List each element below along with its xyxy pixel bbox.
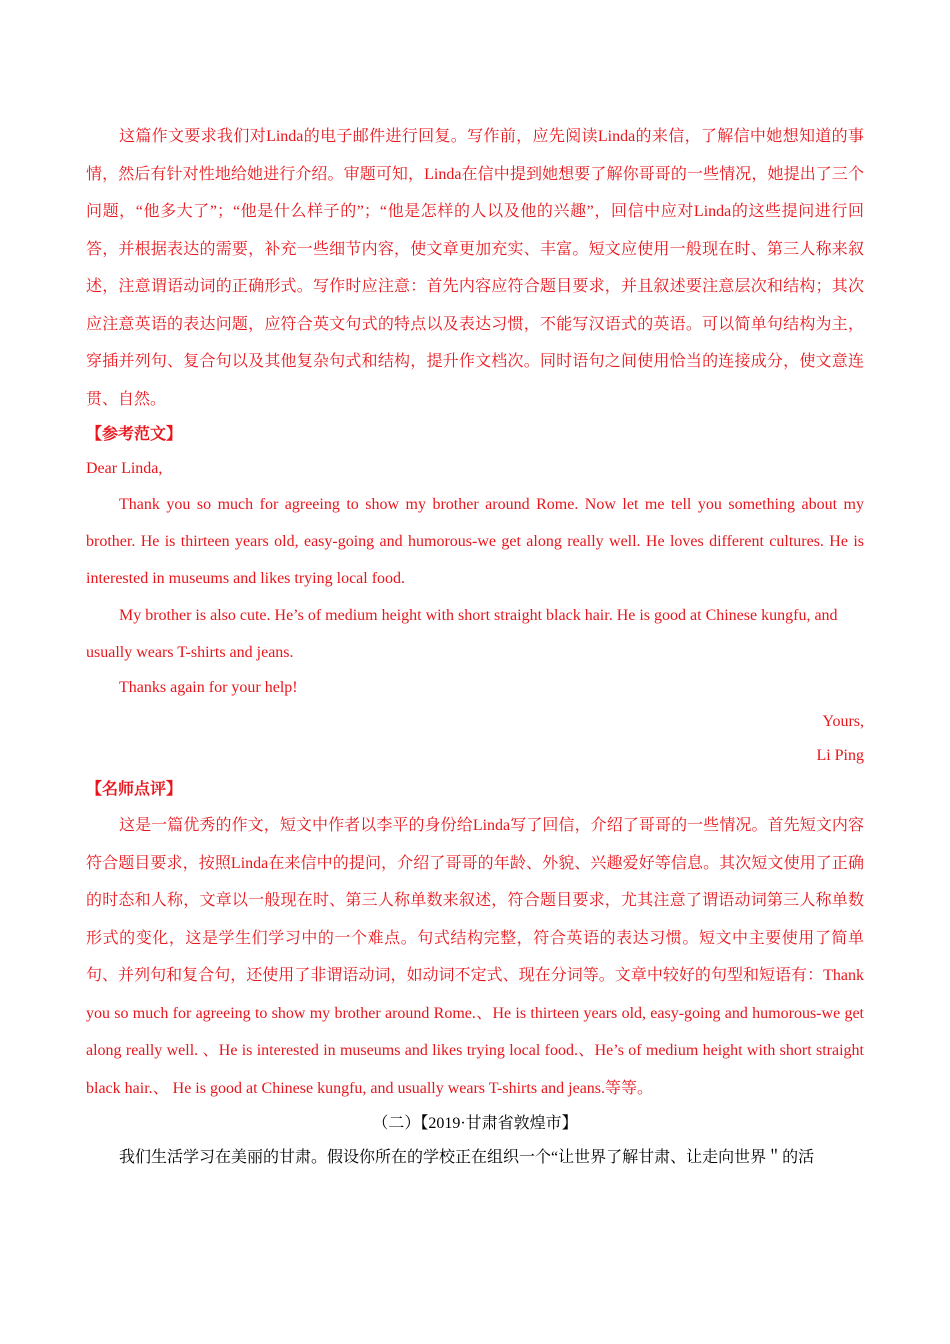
- sample-paragraph-2: My brother is also cute. He’s of medium height with short straight black hair. He is good at Chinese kungfu, and usually wears T-shirts and jeans.: [86, 607, 838, 661]
- sample-closing: Yours,: [822, 713, 864, 730]
- sample-salutation: Dear Linda,: [86, 460, 163, 477]
- next-section-title: （二）【2019·甘肃省敦煌市】: [372, 1115, 578, 1132]
- analysis-paragraph: 这篇作文要求我们对Linda的电子邮件进行回复。写作前，应先阅读Linda的来信，了解信中她想知道的事情，然后有针对性地给她进行介绍。审题可知，Linda在信中提到她想要了解你哥哥的一些情况，她提出了三个问题，“他多大了”；“他是什么样子的”；“他是怎样的人以及他的兴趣”，回信中应对Linda的这些提问进行回答，并根据表达的需要，补充一些细节内容，使文章更加充实、丰富。短文应使用一般现在时、第三人称来叙述，注意谓语动词的正确形式。写作时应注意：首先内容应符合题目要求，并且叙述要注意层次和结构；其次应注意英语的表达问题，应符合英文句式的特点以及表达习惯，不能写汉语式的英语。可以简单句结构为主，穿插并列句、复合句以及其他复杂句式和结构，提升作文档次。同时语句之间使用恰当的连接成分，使文意连贯、自然。: [86, 128, 864, 408]
- sample-paragraph-3: Thanks again for your help!: [119, 679, 298, 696]
- document-page: [86, 118, 864, 1175]
- sample-paragraph-1: Thank you so much for agreeing to show my brother around Rome. Now let me tell you something about my brother. He is thirteen years old, easy-going and humorous-we get along really well. He loves different cultures. He is interested in museums and likes trying local food.: [86, 496, 864, 587]
- review-heading: 【名师点评】: [86, 781, 183, 798]
- next-section-intro: 我们生活学习在美丽的甘肃。假设你所在的学校正在组织一个“让世界了解甘肃、让走向世界＂的活: [119, 1149, 815, 1166]
- review-paragraph: 这是一篇优秀的作文，短文中作者以李平的身份给Linda写了回信，介绍了哥哥的一些情况。首先短文内容符合题目要求，按照Linda在来信中的提问，介绍了哥哥的年龄、外貌、兴趣爱好等信息。其次短文使用了正确的时态和人称，文章以一般现在时、第三人称单数来叙述，符合题目要求，尤其注意了谓语动词第三人称单数形式的变化，这是学生们学习中的一个难点。句式结构完整，符合英语的表达习惯。短文中主要使用了简单句、并列句和复合句，还使用了非谓语动词，如动词不定式、现在分词等。文章中较好的句型和短语有：Thank you so much for agreeing to show my brother around Rome.、He is thirteen years old, easy-going and humorous-we get along really well. 、He is interested in museums and likes trying local food.、He’s of medium height with short straight black hair.、 He is good at Chinese kungfu, and usually wears T-shirts and jeans.等等。: [86, 817, 864, 1097]
- sample-heading: 【参考范文】: [86, 426, 183, 443]
- sample-signature: Li Ping: [816, 747, 864, 764]
